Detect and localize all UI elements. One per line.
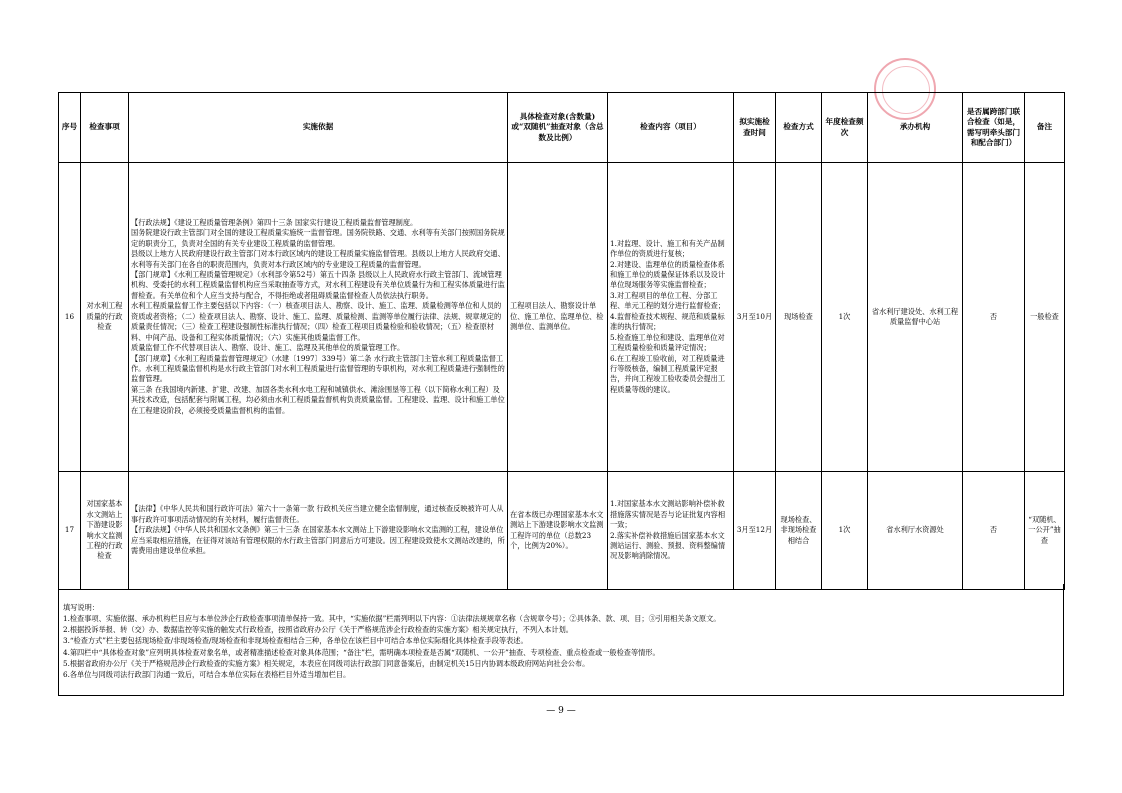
header-org: 承办机构 <box>868 93 963 163</box>
row-remark: “双随机、一公开”抽查 <box>1025 472 1065 590</box>
notes-line: 4.第四栏中“具体检查对象”应列明具体检查对象名单，或者精准描述检查对象具体范围；“备注”栏，需明确本项检查是否属“双随机、一公开”抽查、专项检查、重点检查或一般检查等情形。 <box>63 647 660 657</box>
row-item: 对水利工程质量的行政检查 <box>81 163 129 472</box>
header-content: 检查内容（项目） <box>608 93 734 163</box>
header-seq: 序号 <box>59 93 81 163</box>
basis-paragraph: 国务院建设行政主管部门对全国的建设工程质量实施统一监督管理。国务院铁路、交通、水利等有关部门按照国务院规定的职责分工，负责对全国的有关专业建设工程质量的监督管理。 <box>131 228 505 248</box>
basis-paragraph: 质量监督工作不代替项目法人、勘察、设计、施工、监理及其他单位的质量管理工作。 <box>131 343 405 353</box>
row-org: 省水利厅建设处、水利工程质量监督中心站 <box>868 163 963 472</box>
row-basis <box>129 163 508 472</box>
header-row <box>59 93 1065 163</box>
basis-paragraph: 【行政法规】《中华人民共和国水文条例》第三十三条 在国家基本水文测站上下游建设影响水文监测的工程，建设单位应当采取相应措施，在征得对该站有管理权限的水行政主管部门同意后方可建设。因工程建设致使水文测站改建的，所需费用由建设单位承担。 <box>131 525 505 556</box>
row-seq: 16 <box>59 163 81 472</box>
content-line: 1.对监理、设计、施工和有关产品制作单位的资质进行复核； <box>610 238 725 259</box>
row-content <box>608 163 734 472</box>
header-time: 拟实施检查时间 <box>734 93 776 163</box>
basis-paragraph: 【法律】《中华人民共和国行政许可法》第六十一条第一款 行政机关应当建立健全监督制度，通过核查反映被许可人从事行政许可事项活动情况的有关材料，履行监督责任。 <box>131 504 504 524</box>
header-target: 具体检查对象(含数量)或“双随机”抽查对象（含总数及比例） <box>508 93 608 163</box>
row-method: 现场检查、非现场检查相结合 <box>776 472 822 590</box>
header-method: 检查方式 <box>776 93 822 163</box>
row-basis <box>129 472 508 590</box>
row-joint: 否 <box>963 163 1025 472</box>
row-item: 对国家基本水文测站上下游建设影响水文监测工程的行政检查 <box>81 472 129 590</box>
content-line: 4.监督检查技术规程、规范和质量标准的执行情况； <box>610 311 725 332</box>
header-item: 检查事项 <box>81 93 129 163</box>
basis-paragraph: 【行政法规】《建设工程质量管理条例》第四十三条 国家实行建设工程质量监督管理制度。 <box>131 217 418 227</box>
basis-paragraph: 【部门规章】《水利工程质量监督管理规定》（水建〔1997〕339号）第二条 水行政主管部门主管水利工程质量监督工作。水利工程质量监督机构是水行政主管部门对水利工程质量进行监督管理的专职机构，对水利工程质量进行强制性的监督管理。 <box>131 353 505 384</box>
row-remark: 一般检查 <box>1025 163 1065 472</box>
basis-paragraph: 【部门规章】《水利工程质量管理规定》（水利部令第52号）第五十四条 县级以上人民政府水行政主管部门、流域管理机构、受委托的水利工程质量监督机构应当采取抽查等方式，对水利工程建设有关单位质量行为和工程实体质量进行监督检查。有关单位和个人应当支持与配合，不得拒绝或者阻碍质量监督检查人员依法执行职务。 <box>131 270 505 300</box>
table-row <box>59 472 1065 590</box>
header-remark: 备注 <box>1025 93 1065 163</box>
inspection-table <box>58 92 1065 590</box>
notes-title: 填写说明： <box>63 603 99 612</box>
notes-line: 3.“检查方式”栏主要包括现场检查/非现场检查/现场检查和非现场检查相结合三种，各单位在该栏目中可结合本单位实际细化具体检查手段等表述。 <box>63 636 528 646</box>
row-freq: 1次 <box>822 472 868 590</box>
notes-line: 6.各单位与同级司法行政部门沟通一致后，可结合本单位实际在表格栏目外适当增加栏目。 <box>63 669 351 679</box>
fill-instructions <box>58 584 1064 696</box>
row-joint: 否 <box>963 472 1025 590</box>
notes-line: 2.根据投诉举报、转（交）办、数据监控等实施的触发式行政检查，按照省政府办公厅《关于严格规范涉企行政检查的实施方案》相关规定执行，不列入本计划。 <box>63 625 573 635</box>
row-org: 省水利厅水资源处 <box>868 472 963 590</box>
page-number: — 9 — <box>546 706 576 716</box>
row-freq: 1次 <box>822 163 868 472</box>
content-line: 3.对工程项目的单位工程、分部工程、单元工程的划分进行监督检查； <box>610 290 726 311</box>
row-time: 3月至12月 <box>734 472 776 590</box>
notes-line: 1.检查事项、实施依据、承办机构栏目应与本单位涉企行政检查事项清单保持一致。其中，“实施依据”栏需列明以下内容：①法律法规规章名称（含规章令号）；②具体条、款、项、目；③引用相关条文原文。 <box>63 614 721 624</box>
header-basis: 实施依据 <box>129 93 508 163</box>
row-time: 3月至10月 <box>734 163 776 472</box>
header-freq: 年度检查频次 <box>822 93 868 163</box>
table-row <box>59 163 1065 472</box>
notes-line: 5.根据省政府办公厅《关于严格规范涉企行政检查的实施方案》相关规定，本表应在同级司法行政部门同意备案后，由制定机关15日内协调本级政府网站向社会公布。 <box>63 658 590 668</box>
header-joint: 是否属跨部门联合检查（如是，需写明牵头部门和配合部门） <box>963 93 1025 163</box>
content-line: 1.对国家基本水文测站影响补偿补救措施落实情况是否与论证批复内容相一致； <box>610 499 726 530</box>
content-line: 5.检查施工单位和建设、监理单位对工程质量检验和质量评定情况； <box>610 332 725 353</box>
row-seq: 17 <box>59 472 81 590</box>
content-line: 2.落实补偿补救措施后国家基本水文测站运行、测验、预报、资料整编情况及影响消除情况。 <box>610 530 726 561</box>
row-target: 在省本级已办理国家基本水文测站上下游建设影响水文监测工程许可的单位（总数23个，比例为20%）。 <box>508 472 608 590</box>
row-content <box>608 472 734 590</box>
row-target: 工程项目法人、勘察设计单位、施工单位、监理单位、检测单位、监测单位。 <box>508 163 608 472</box>
basis-paragraph: 县级以上地方人民政府建设行政主管部门对本行政区域内的建设工程质量实施监督管理。县级以上地方人民政府交通、水利等有关部门在各自的职责范围内，负责对本行政区域内的专业建设工程质量的监督管理。 <box>131 249 505 269</box>
basis-paragraph: 第三条 在我国境内新建、扩建、改建、加固各类水利水电工程和城镇供水、滩涂围垦等工程（以下简称水利工程）及其技术改造，包括配套与附属工程，均必须由水利工程质量监督机构负责质量监督。工程建设、监理、设计和施工单位在工程建设阶段，必须接受质量监督机构的监督。 <box>131 384 505 415</box>
basis-paragraph: 水利工程质量监督工作主要包括以下内容：（一）核查项目法人、勘察、设计、施工、监理、质量检测等单位和人员的资质或者资格；（二）检查项目法人、勘察、设计、施工、监理、质量检测、监测等单位履行法律、法规、规章规定的质量责任情况；（三）检查工程建设强制性标准执行情况；（四）检查工程项目质量检验和验收情况；（五）检查原材料、中间产品、设备和工程实体质量情况；（六）实施其他质量监督工作。 <box>131 301 502 342</box>
content-line: 6.在工程竣工验收前，对工程质量进行等级核备，编制工程质量评定报告，并向工程竣工验收委员会提出工程质量等级的建议。 <box>610 353 726 394</box>
content-line: 2.对建设、监理单位的质量检查体系和施工单位的质量保证体系以及设计单位现场服务等实施监督检查； <box>610 259 726 290</box>
row-method: 现场检查 <box>776 163 822 472</box>
